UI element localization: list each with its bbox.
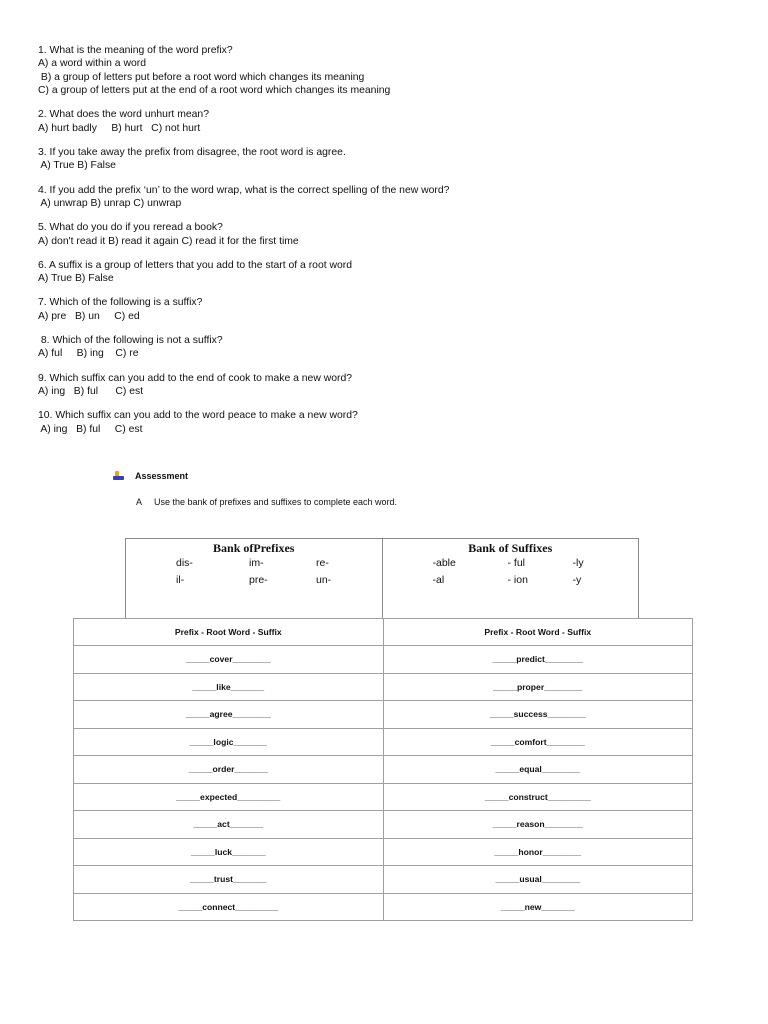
question-options: A) True B) False — [38, 160, 116, 172]
question-block — [38, 221, 738, 248]
word-blank: _____usual________ — [383, 866, 693, 894]
table-row — [74, 701, 693, 729]
question-text: 10. Which suffix can you add to the word peace to make a new word? — [38, 410, 358, 422]
word-blank: _____predict________ — [383, 646, 693, 674]
word-blank: _____proper________ — [383, 673, 693, 701]
question-options: B) a group of letters put before a root word which changes its meaning — [38, 71, 365, 83]
question-block — [38, 108, 738, 135]
question-block — [38, 184, 738, 211]
table-row — [74, 673, 693, 701]
word-blank: _____luck_______ — [74, 838, 384, 866]
table-header-right: Prefix - Root Word - Suffix — [383, 619, 693, 646]
word-blank: _____new_______ — [383, 893, 693, 921]
word-bank — [125, 538, 639, 619]
question-block — [38, 44, 738, 98]
assessment-bullet-icon — [113, 471, 125, 481]
word-blank: _____act_______ — [74, 811, 384, 839]
quiz-questions — [38, 44, 738, 447]
table-row — [74, 811, 693, 839]
question-text: 6. A suffix is a group of letters that you add to the start of a root word — [38, 259, 353, 271]
prefix-item: pre- — [249, 574, 268, 586]
word-blank: _____reason________ — [383, 811, 693, 839]
assessment-instruction — [136, 497, 397, 507]
table-row — [74, 728, 693, 756]
prefix-item: re- — [316, 557, 329, 569]
word-blank: _____logic_______ — [74, 728, 384, 756]
suffix-item: -able — [432, 557, 456, 569]
question-text: 8. Which of the following is not a suffix? — [38, 335, 223, 347]
prefix-item: un- — [316, 574, 332, 586]
suffix-item: -y — [572, 574, 582, 586]
prefix-bank — [126, 539, 382, 618]
suffix-bank-title: Bank of Suffixes — [468, 541, 553, 555]
question-options: A) ing B) ful C) est — [38, 386, 144, 398]
word-blank: _____construct_________ — [383, 783, 693, 811]
table-header-row — [74, 619, 693, 646]
question-text: 2. What does the word unhurt mean? — [38, 109, 209, 121]
word-blank: _____connect_________ — [74, 893, 384, 921]
question-block — [38, 259, 738, 286]
suffix-item: - ion — [507, 574, 528, 586]
question-text: 7. Which of the following is a suffix? — [38, 297, 203, 309]
table-row — [74, 866, 693, 894]
word-blank: _____agree________ — [74, 701, 384, 729]
table-row — [74, 783, 693, 811]
prefix-item: il- — [176, 574, 185, 586]
question-block — [38, 146, 738, 173]
word-blank: _____success________ — [383, 701, 693, 729]
question-options: A) ing B) ful C) est — [38, 423, 143, 435]
suffix-item: -ly — [572, 557, 584, 569]
prefix-bank-title: Bank ofPrefixes — [213, 541, 295, 555]
question-text: 5. What do you do if you reread a book? — [38, 222, 223, 234]
suffix-item: - ful — [507, 557, 526, 569]
question-block — [38, 296, 738, 323]
question-text: 1. What is the meaning of the word prefix? — [38, 45, 233, 56]
question-options: A) True B) False — [38, 273, 114, 285]
table-header-left: Prefix - Root Word - Suffix — [74, 619, 384, 646]
prefix-item: im- — [249, 557, 264, 569]
word-blank: _____comfort________ — [383, 728, 693, 756]
table-row — [74, 893, 693, 921]
suffix-item: -al — [432, 574, 445, 586]
question-options: A) ful B) ing C) re — [38, 348, 139, 360]
word-blank: _____expected_________ — [74, 783, 384, 811]
word-blank: _____like_______ — [74, 673, 384, 701]
question-block — [38, 372, 738, 399]
question-options: A) unwrap B) unrap C) unwrap — [38, 198, 182, 210]
instruction-text: Use the bank of prefixes and suffixes to complete each word. — [154, 497, 397, 507]
suffix-bank — [382, 539, 639, 618]
question-text: 4. If you add the prefix ‘un’ to the word wrap, what is the correct spelling of the new word? — [38, 184, 450, 196]
word-table — [73, 618, 693, 921]
table-row — [74, 646, 693, 674]
word-blank: _____order_______ — [74, 756, 384, 784]
question-options: A) hurt badly B) hurt C) not hurt — [38, 122, 201, 134]
table-row — [74, 838, 693, 866]
word-blank: _____honor________ — [383, 838, 693, 866]
prefix-item: dis- — [176, 557, 193, 569]
question-options: A) don't read it B) read it again C) read it for the first time — [38, 235, 299, 247]
instruction-letter: A — [136, 497, 143, 507]
table-row — [74, 756, 693, 784]
word-blank: _____equal________ — [383, 756, 693, 784]
question-block — [38, 409, 738, 436]
assessment-heading — [113, 471, 188, 481]
assessment-title: Assessment — [135, 471, 189, 481]
question-options: A) a word within a word — [38, 58, 146, 70]
question-text: 3. If you take away the prefix from disagree, the root word is agree. — [38, 147, 346, 159]
word-blank: _____cover________ — [74, 646, 384, 674]
question-options: A) pre B) un C) ed — [38, 310, 140, 322]
word-blank: _____trust_______ — [74, 866, 384, 894]
question-options: C) a group of letters put at the end of a root word which changes its meaning — [38, 85, 391, 97]
question-block — [38, 334, 738, 361]
question-text: 9. Which suffix can you add to the end of cook to make a new word? — [38, 372, 353, 384]
